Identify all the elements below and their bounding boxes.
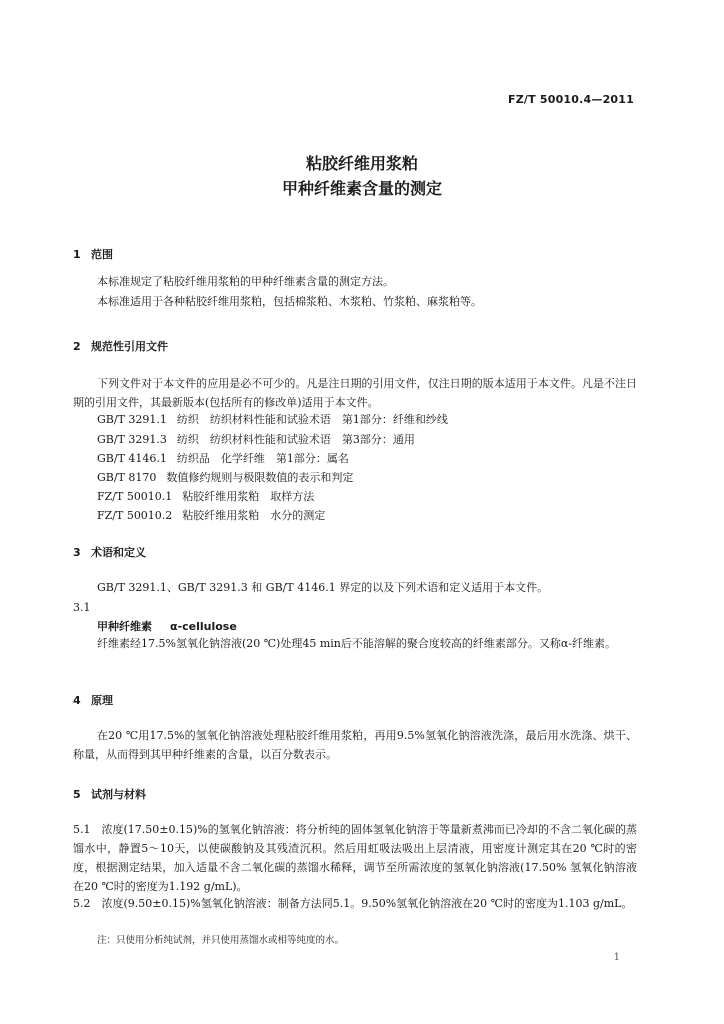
reference-title: 粘胶纤维用浆粕 水分的测定 [182,509,326,522]
reagent-note: 注：只使用分析纯试剂，并只使用蒸馏水或相等纯度的水。 [97,935,345,946]
reference-item [97,506,325,525]
reagent-item-5-1: 5.1 浓度(17.50±0.15)%的氢氧化钠溶液：将分析纯的固体氢氧化钠溶于等量新煮沸而已冷却的不含二氧化碳的蒸馏水中，静置5～10天，以使碳酸钠及其残渣沉积。然后用虹吸法吸出上层清液，用密度计测定其在20 ℃时的密度，根据测定结果，加入适量不含二氧化碳的蒸馏水稀释，调节至所需浓度的氢氧化钠溶液(17.50% 氢氧化钠溶液在20 ℃时的密度为1.192 g/mL)。 [73,823,637,893]
document-code: FZ/T 50010.4—2011 [508,93,634,106]
section-number: 4 [73,694,81,707]
reference-item [97,468,353,487]
reference-title: 纺织 纺织材料性能和试验术语 第1部分：纤维和纱线 [176,413,448,426]
section-heading-scope [73,246,113,262]
references-intro-paragraph: 下列文件对于本文件的应用是必不可少的。凡是注日期的引用文件，仅注日期的版本适用于本文件。凡是不注日期的引用文件，其最新版本(包括所有的修改单)适用于本文件。 [73,377,637,409]
document-title-line-2: 甲种纤维素含量的测定 [281,179,442,198]
term-english: α-cellulose [170,620,237,633]
section-number: 3 [73,546,81,559]
section-heading-principle [73,692,113,708]
scope-paragraph-2: 本标准适用于各种粘胶纤维用浆粕，包括棉浆粕、木浆粕、竹浆粕、麻浆粕等。 [97,295,482,308]
term-definition: 纤维素经17.5%氢氧化钠溶液(20 ℃)处理45 min后不能溶解的聚合度较高的纤维素部分。又称α-纤维素。 [97,637,616,650]
section-title: 术语和定义 [91,546,146,559]
section-title: 规范性引用文件 [91,340,168,353]
section-title: 试剂与材料 [91,788,146,801]
reference-code: GB/T 8170 [97,471,157,484]
reference-title: 纺织品 化学纤维 第1部分：属名 [176,452,349,465]
term-chinese: 甲种纤维素 [97,620,152,633]
clause-number: 3.1 [73,601,91,614]
reference-code: FZ/T 50010.1 [97,490,173,503]
section-number: 1 [73,248,81,261]
reference-title: 纺织 纺织材料性能和试验术语 第3部分：通用 [176,433,415,446]
reference-code: GB/T 3291.3 [97,433,167,446]
reference-item [97,410,448,429]
page-number: 1 [613,952,620,963]
section-heading-terms-definitions [73,544,146,560]
reference-title: 粘胶纤维用浆粕 取样方法 [182,490,315,503]
section-heading-normative-references [73,338,168,354]
scope-paragraph-1: 本标准规定了粘胶纤维用浆粕的甲种纤维素含量的测定方法。 [97,275,394,288]
terms-intro-paragraph: GB/T 3291.1、GB/T 3291.3 和 GB/T 4146.1 界定的以及下列术语和定义适用于本文件。 [97,581,549,594]
reference-item [97,430,415,449]
section-title: 范围 [91,248,113,261]
principle-paragraph: 在20 ℃用17.5%的氢氧化钠溶液处理粘胶纤维用浆粕，再用9.5%氢氧化钠溶液洗涤，最后用水洗涤、烘干、称量，从而得到其甲种纤维素的含量，以百分数表示。 [73,729,637,761]
section-number: 5 [73,788,81,801]
section-number: 2 [73,340,81,353]
reference-code: GB/T 3291.1 [97,413,167,426]
section-heading-reagents-materials [73,786,146,802]
section-title: 原理 [91,694,113,707]
reagent-item-5-2: 5.2 浓度(9.50±0.15)%氢氧化钠溶液：制备方法同5.1。9.50%氢氧化钠溶液在20 ℃时的密度为1.103 g/mL。 [73,897,633,910]
reference-title: 数值修约规则与极限数值的表示和判定 [166,471,354,484]
reference-item [97,487,314,506]
reference-item [97,449,349,468]
term-entry [97,618,237,634]
reference-code: FZ/T 50010.2 [97,509,173,522]
document-title-line-1: 粘胶纤维用浆粕 [305,154,418,173]
reference-code: GB/T 4146.1 [97,452,167,465]
